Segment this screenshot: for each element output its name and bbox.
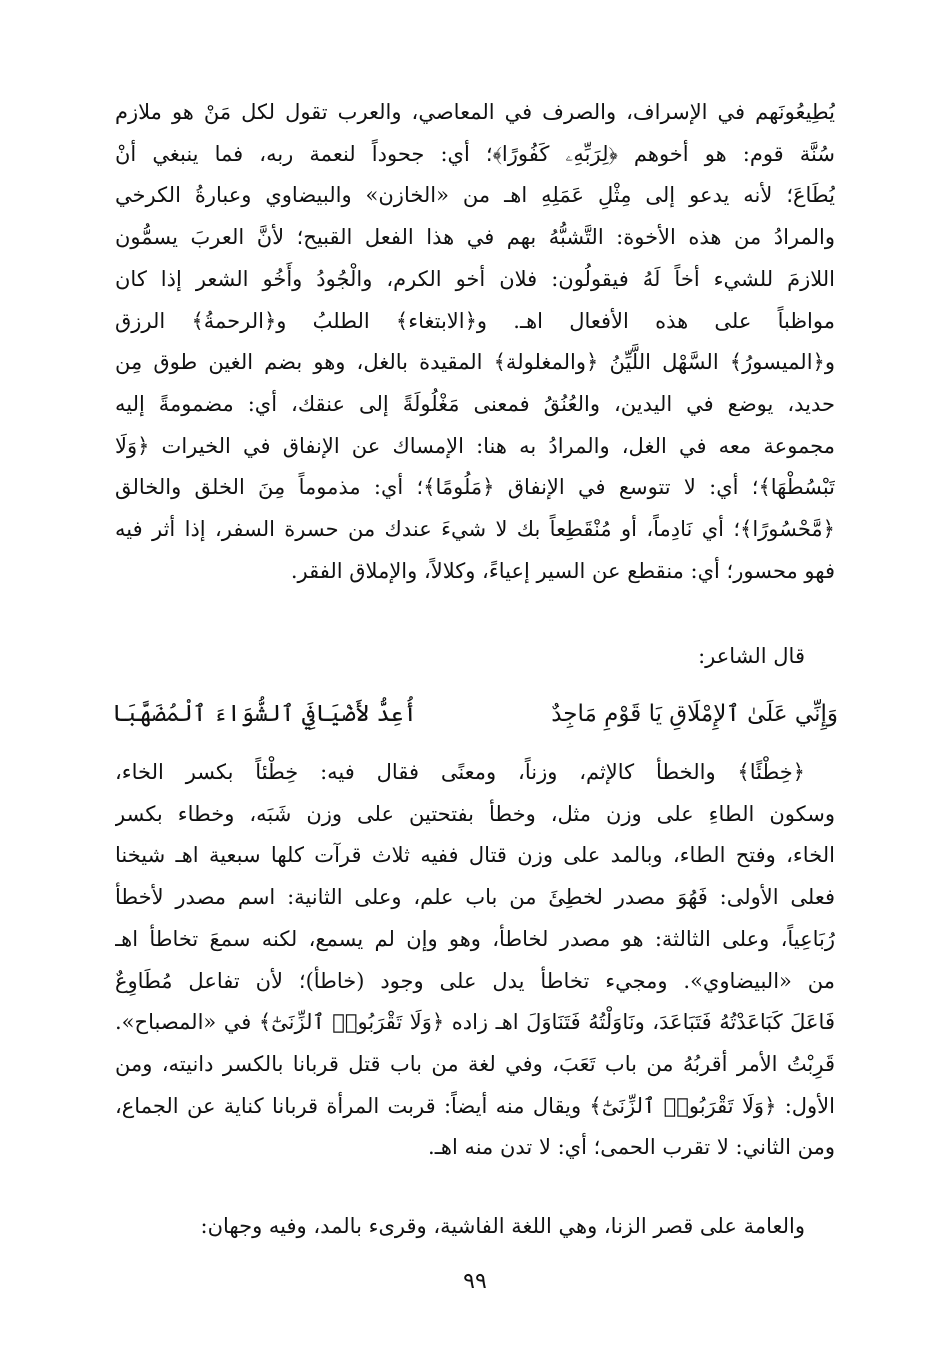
text-line: فعلى الأولى: فَهُوَ مصدر لخطِئَ من باب علم، وعلى الثانية: اسم مصدر لأخطأ xyxy=(115,885,835,910)
paragraph-commentary-1 xyxy=(115,92,835,592)
text-line: قَرِبْتُ الأمر أقربُهُ من باب تَعَبَ، وفي لغة من باب قتل قربانا بالكسر دانيته، ومن xyxy=(115,1051,835,1076)
text-line: فَاعَلَ كَبَاعَدْتُهُ فَتَبَاعَدَ، ونَاوَلْتُهُ فَتَنَاوَلَ اهـ زاده ﴿وَلَا تَقْرَبُوا۟ ٱلزِّنَىٰٓ﴾ في «المصباح». xyxy=(115,1010,835,1035)
text-line: والمرادُ من هذه الأخوة: التَّشبُّهُ بهم في هذا الفعل القبيح؛ لأنَّ العربَ يسمُّون xyxy=(115,225,835,250)
poem-second-hemistich: أُعِدُّ لأَضْيَافِيَ ٱلشُّوَاءَ ٱلْمُضَهَّبَا xyxy=(112,701,417,727)
text-line: الأول: ﴿وَلَا تَقْرَبُوا۟ ٱلزِّنَىٰٓ﴾ ويقال منه أيضاً: قربت المرأة قربانا كناية عن الجماع، xyxy=(115,1093,835,1118)
text-line: ومن الثاني: لا تقرب الحمى؛ أي: لا تدن منه اهـ. xyxy=(428,1135,835,1160)
text-line: يُطَاعَ؛ لأنه يدعو إلى مِثْلِ عَمَلِهِ اهـ من «الخازن» والبيضاوي وعبارةُ الكرخي xyxy=(115,183,835,208)
text-line: ﴿مَّحْسُورًا﴾؛ أي نَادِماً، أو مُنْقَطِعاً بك لا شيءَ عندك من حسرة السفر، إذا أثر فيه xyxy=(115,517,835,542)
text-line: وسكون الطاءِ على وزن مثل، وخطأ بفتحتين على وزن شَبَه، وخطاء بكسر xyxy=(115,801,835,826)
text-line: رُبَاعِياً، وعلى الثالثة: هو مصدر لخاطأ، وهو وإن لم يسمع، لكنه سمعَ تخاطأ اهـ xyxy=(115,926,835,951)
closing-paragraph: والعامة على قصر الزنا، وهي اللغة الفاشية، وقرىء بالمد، وفيه وجهان: xyxy=(200,1214,805,1238)
text-line: تَبْسُطْهَا﴾؛ أي: لا تتوسع في الإنفاق ﴿مَلُومًا﴾؛ أي: مذموماً مِنَ الخلق والخالق xyxy=(115,475,835,500)
poem-first-hemistich: وَإِنِّي عَلَىٰ ٱلإِمْلَاقِ يَا قَوْمِ مَاجِدٌ xyxy=(551,701,838,727)
text-line: حديد، يوضع في اليدين، والعُنُقُ فمعنى مَغْلُولَةً إلى عنقك، أي: مضمومةً إليه xyxy=(115,391,835,416)
poem-verse xyxy=(112,692,838,736)
text-line: فهو محسور؛ أي: منقطع عن السير إعياءً، وكلالاً، والإملاق الفقر. xyxy=(290,558,835,583)
text-line: مواظباً على هذه الأفعال اهـ. و﴿الابتغاء﴾ الطلبُ و﴿الرحمةُ﴾ الرزق xyxy=(115,308,835,333)
text-line: يُطِيعُونَهم في الإسراف، والصرف في المعاصي، والعرب تقول لكل مَنْ هو ملازم xyxy=(115,100,835,124)
text-line: مجموعة معه في الغل، والمرادُ به هنا: الإمساك عن الإنفاق في الخيرات ﴿وَلَا xyxy=(115,433,835,458)
text-line: ﴿خِطْئًا﴾ والخطأ كالإثم، وزناً، ومعنًى فقال فيه: خِطْئاً بكسر الخاء، xyxy=(115,760,805,784)
paragraph-commentary-2 xyxy=(115,752,835,1169)
text-line: سُنَّة قوم: هو أخوهم ﴿لِرَبِّهِۦ كَفُورًا﴾؛ أي: جحوداً لنعمة ربه، فما ينبغي أنْ xyxy=(115,141,835,166)
text-line: الخاء، وفتح الطاء، وبالمد على وزن قتال ففيه ثلاث قرآت كلها سبعية اهـ شيخنا xyxy=(115,843,835,868)
text-line: من «البيضاوي». ومجيء تخاطأ يدل على وجود (خاطأ)؛ لأن تفاعل مُطَاوِعٌ xyxy=(115,968,835,993)
text-line: اللازمَ للشيء أخاً لَهُ فيقولُون: فلان أخو الكرم، والْجُودُ وأَخُو الشعر إذا كان xyxy=(115,266,835,291)
page-number: ٩٩ xyxy=(463,1269,487,1294)
poet-heading: قال الشاعر: xyxy=(698,644,805,668)
text-line: و﴿الميسورُ﴾ السَّهْل اللَّيِّنُ ﴿والمغلولة﴾ المقيدة بالغل، وهو بضم الغين طوق مِن xyxy=(115,350,835,375)
